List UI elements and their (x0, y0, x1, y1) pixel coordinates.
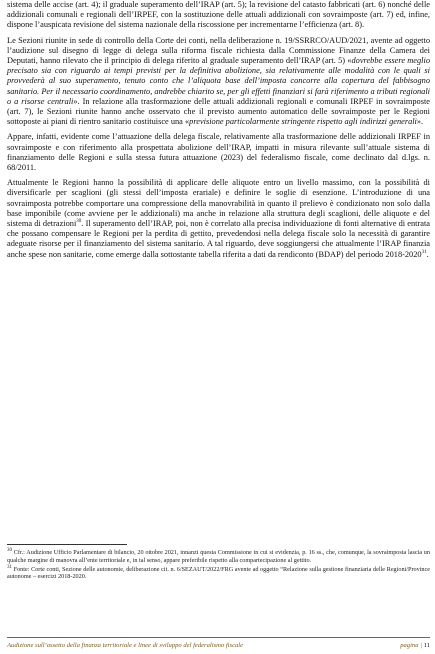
footnote-ref-30[interactable]: 30 (76, 219, 82, 225)
footnote-number: 31 (7, 564, 12, 570)
paragraph-sezioni-riunite (7, 36, 430, 128)
text-run: Le Sezioni riunite in sede di controllo della Corte dei conti, nella deliberazione n. 19/SSRRCO/AUD/2021, avente ad oggetto l’audizione sul disegno di legge di delega sulla riforma fiscale richiesta dalla Commissione Finanze della Camera dei Deputati, hanno rilevato che il principio di delega riferito al graduale superamento dell’IRAP (art. 5) « (7, 35, 430, 66)
footnote-number: 30 (7, 547, 12, 553)
page-indicator (400, 640, 430, 651)
footnote-separator (7, 544, 127, 545)
footnote-text: Fonte: Corte conti, Sezione delle autonomie, deliberazione cit. n. 6/SEZAUT/2022/FRG avente ad oggetto “Relazione sulla gestione finanziaria delle Regioni/Province autonome – esercizi 2018-2020. (7, 565, 430, 581)
page-label: pagina (400, 642, 419, 649)
text-run: . Il superamento dell’IRAP, poi, non è correlato alla precisa individuazione di fonti alternative di entrata che possano compensare le Regioni per la perdita di gettito, prevedendosi nella delega fiscale solo la necessità di garantire adeguate risorse per il finanziamento del sistema sanitario. A tal riguardo, deve soggiungersi che attualmente l’IRAP finanzia anche spese non sanitarie, come emerge dalla sottostante tabella riferita a dati da rendiconto (BDAP) del periodo 2018-2020 (7, 219, 430, 259)
paragraph-attualmente (7, 178, 430, 260)
page-separator: | (418, 642, 424, 649)
page-footer (7, 640, 430, 651)
paragraph-appare (7, 132, 430, 173)
page-number: 11 (423, 642, 430, 649)
footer-title: Audizione sull’assetto della finanza territoriale e linee di sviluppo del federalismo fiscale (7, 642, 244, 649)
footer-divider (7, 637, 430, 638)
body-text (7, 0, 430, 265)
paragraph-intro (7, 0, 430, 31)
footnote-ref-31[interactable]: 31 (421, 249, 427, 255)
text-run: ». In relazione alla trasformazione delle attuali addizionali regionali e comunali IRPEF in sovraimposte (art. 7), le Sezioni riunite hanno anche osservato che il previsto aumento automatico delle sovraimposte per le Regioni sottoposte ai piani di rientro sanitario costituisce una « (7, 96, 430, 127)
quote-italic: dovrebbe essere meglio precisato sia con riguardo ai tempi previsti per la definitiva abolizione, sia relativamente alle modalità con le quali si provvederà al suo superamento, tenuto conto che l’aliquota base dell’imposta concorre alla copertura del fabbisogno sanitario. Per il necessario coordinamento, andrebbe chiarito se, per gli effetti finanziari si farà riferimento a tributi regionali o a risorse centrali (7, 56, 430, 106)
text-run: Attualmente le Regioni hanno la possibilità di applicare delle aliquote entro un livello massimo, con la possibilità di diversificarle per scaglioni (gli stessi dell’imposta erariale) e definire le soglie di esenzione. L’introduzione di una sovraimposta potrebbe comportare una compressione della manovrabilità in quanto il prelievo è condizionato non solo dalla base imponibile (come avviene per le addizionali) ma anche in relazione alla struttura degli scaglioni, delle aliquote e del sistema di detrazioni (7, 178, 430, 229)
footnote-30 (7, 549, 430, 564)
paragraph-intro-text: sistema delle accise (art. 4); il graduale superamento dell’IRAP (art. 5); la revisione del catasto fabbricati (art. 6) nonché delle addizionali comunali e regionali dell’IRPEF, con la sostituzione delle attuali addizionali con sovraimposte (art. 7) ed, infine, dispone l’auspicata revisione del sistema nazionale della riscossione per incrementarne l’efficienza (art. 8). (7, 0, 430, 30)
text-run: Appare, infatti, evidente come l’attuazione della delega fiscale, relativamente alla trasformazione delle addizionali IRPEF in sovraimposte e con riferimento alla prospettata abolizione dell’IRAP, impatti in misura rilevante sull’attuale sistema di finanziamento delle Regioni e sulla stessa futura attuazione (2023) del federalismo fiscale, come declinato dal d.lgs. n. 68/2011. (7, 132, 430, 173)
text-run: ». (416, 117, 424, 127)
quote-italic: previsione particolarmente stringente rispetto agli indirizzi generali (189, 117, 417, 127)
footnotes (7, 549, 430, 582)
text-run: . (426, 249, 429, 259)
footnote-31 (7, 566, 430, 581)
footnote-text: Cfr.: Audizione Ufficio Parlamentare di bilancio, 20 ottobre 2021, innanzi questa Commissione in cui si evidenzia, p. 16 ss., che, comunque, la sovraimposta lascia un qualche margine di manovra all’ente territoriale e, in tal senso, appare preferibile rispetto alla compartecipazione al gettito. (7, 549, 430, 564)
